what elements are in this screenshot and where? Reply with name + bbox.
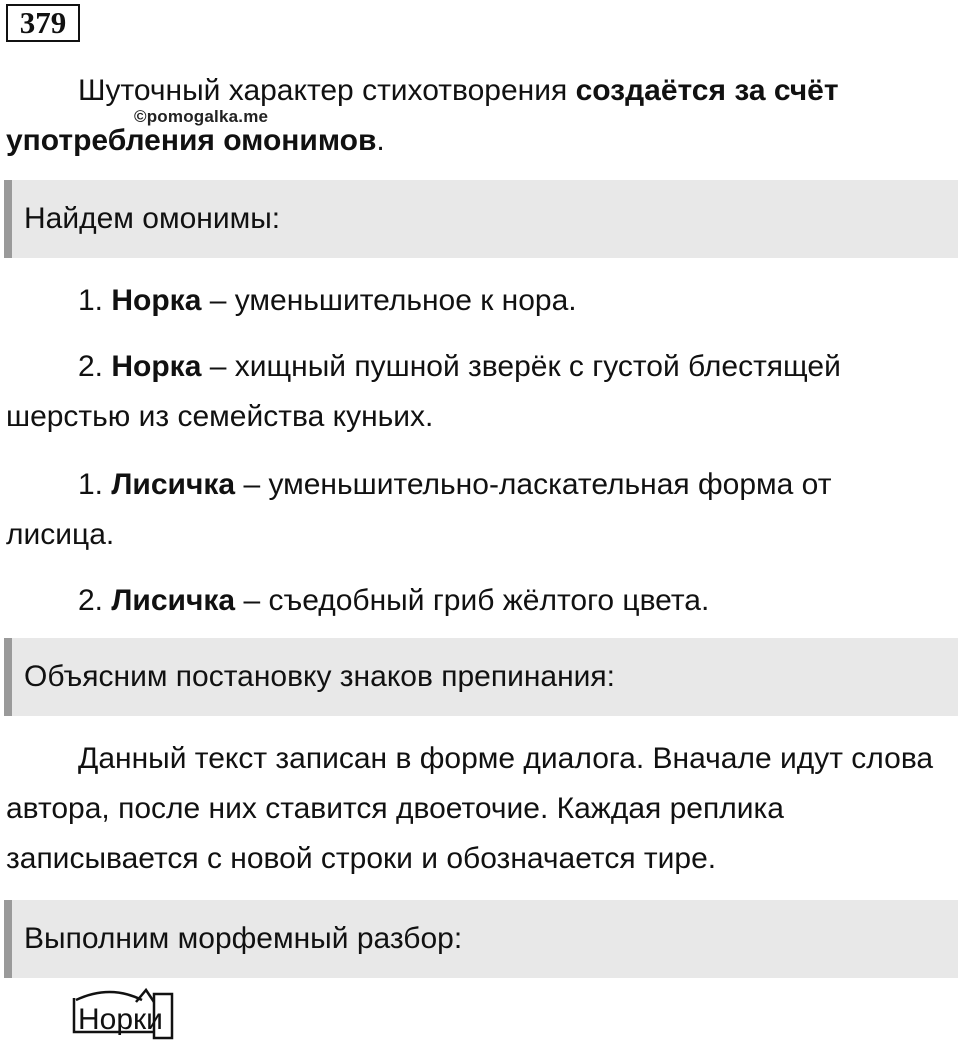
homonym-word: Норка xyxy=(111,350,202,383)
homonym-word: Норка xyxy=(111,284,202,317)
homonym-item xyxy=(6,460,946,560)
morpheme-analysis xyxy=(78,1000,163,1040)
item-number: 2. xyxy=(78,350,112,383)
item-number: 1. xyxy=(78,468,112,501)
homonym-word: Лисичка xyxy=(111,468,236,501)
homonym-word: Лисичка xyxy=(111,584,236,617)
root-arc xyxy=(76,992,142,1000)
morpheme-marks xyxy=(74,986,184,1046)
watermark: ©pomogalka.me xyxy=(134,107,269,126)
intro-text: Шуточный характер стихотворения xyxy=(78,74,576,107)
ending-box xyxy=(154,994,172,1038)
homonym-definition: – съедобный гриб жёлтого цвета. xyxy=(235,584,710,617)
task-number: 379 xyxy=(6,4,80,42)
homonym-definition: – уменьшительно-ласкательная форма от лисица. xyxy=(6,468,832,551)
punctuation-paragraph: Данный текст записан в форме диалога. Вначале идут слова автора, после них ставится двоеточие. Каждая реплика записывается с новой строки и обозначается тире. xyxy=(6,742,934,875)
homonym-definition: – уменьшительное к нора. xyxy=(201,284,577,317)
intro-end: . xyxy=(376,124,385,157)
suffix-mark xyxy=(136,990,154,1002)
stem-bracket xyxy=(74,998,154,1032)
intro-bold-text: создаётся за счёт употребления омонимов xyxy=(6,74,839,157)
homonym-item xyxy=(6,576,946,626)
homonym-item xyxy=(6,342,946,442)
item-number: 1. xyxy=(78,284,112,317)
section-heading-homonyms: Найдем омонимы: xyxy=(4,180,958,258)
homonym-item xyxy=(6,276,946,326)
homonym-definition: – хищный пушной зверёк с густой блестящей шерстью из семейства куньих. xyxy=(6,350,841,433)
item-number: 2. xyxy=(78,584,112,617)
morpheme-word: Норки xyxy=(78,1003,163,1036)
section-heading-morpheme: Выполним морфемный разбор: xyxy=(4,900,958,978)
section-heading-punctuation: Объясним постановку знаков препинания: xyxy=(4,638,958,716)
